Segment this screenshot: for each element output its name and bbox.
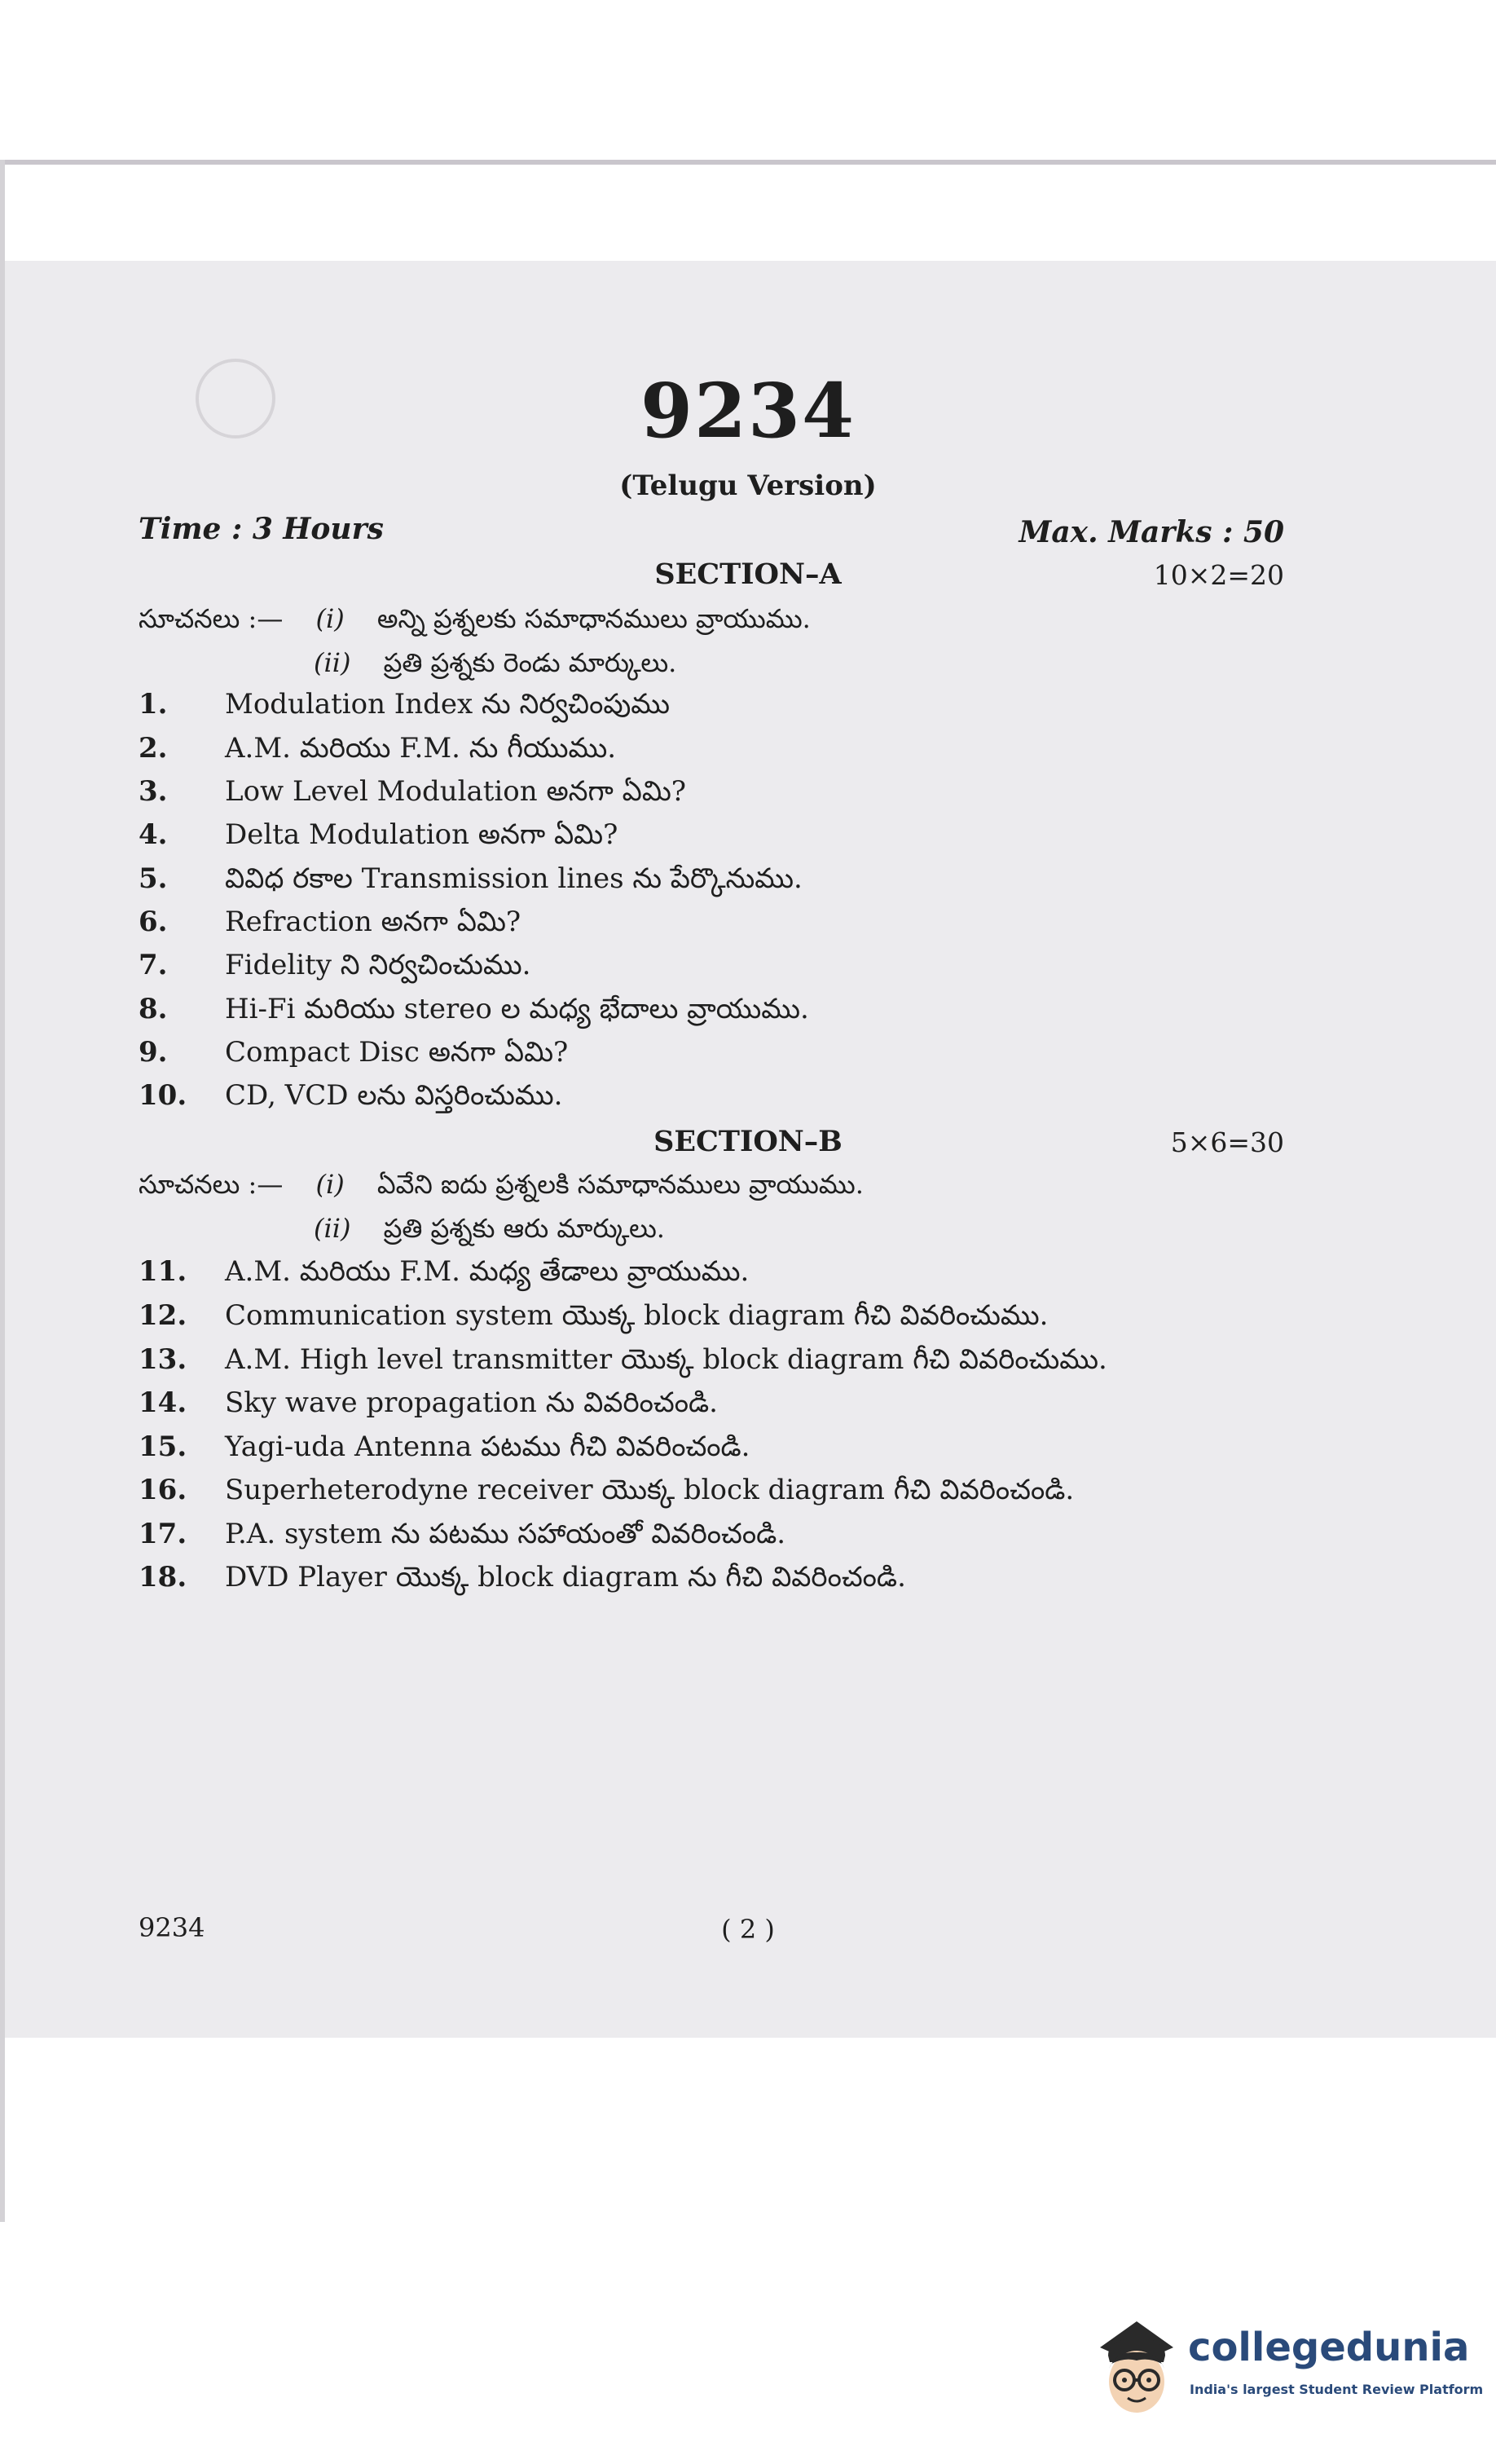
note-label: సూచనలు :— [139, 603, 284, 634]
question-number: 7. [139, 949, 168, 981]
question-number: 15. [139, 1430, 187, 1463]
question-item [139, 1299, 1048, 1338]
question-text: Low Level Modulation అనగా ఏమి? [225, 775, 687, 808]
question-text: Compact Disc అనగా ఏమి? [225, 1036, 569, 1069]
question-item [139, 732, 616, 771]
question-item [139, 949, 530, 988]
question-text: Hi-Fi మరియు stereo ల మధ్య భేదాలు వ్రాయుము. [225, 993, 809, 1025]
note-roman: (ii) [314, 647, 351, 678]
logo-tagline: India's largest Student Review Platform [1190, 2382, 1484, 2397]
question-item [139, 1343, 1107, 1382]
question-item [139, 1474, 1074, 1513]
section-b-marks: 5×6=30 [1170, 1126, 1284, 1158]
question-text: CD, VCD లను విస్తరించుము. [225, 1079, 563, 1112]
question-item [139, 906, 521, 945]
question-number: 6. [139, 906, 168, 938]
footer-paper-code: 9234 [139, 1912, 205, 1943]
question-number: 13. [139, 1343, 187, 1376]
question-text: A.M. High level transmitter యొక్క block diagram గీచి వివరించుము. [225, 1343, 1107, 1376]
question-item [139, 1430, 750, 1470]
question-number: 18. [139, 1561, 187, 1593]
question-number: 16. [139, 1474, 187, 1506]
exam-duration: Time : 3 Hours [139, 512, 384, 546]
note-roman: (i) [315, 603, 345, 634]
question-item [139, 993, 809, 1032]
note-text: ప్రతి ప్రశ్నకు రెండు మార్కులు. [383, 647, 677, 678]
section-b-note-2 [314, 1213, 665, 1250]
question-text: Communication system యొక్క block diagram గీచి వివరించుము. [225, 1299, 1049, 1332]
question-text: Sky wave propagation ను వివరించండి. [225, 1386, 718, 1419]
question-item [139, 1561, 906, 1600]
question-number: 9. [139, 1036, 168, 1069]
max-marks: Max. Marks : 50 [1019, 515, 1284, 549]
question-item [139, 688, 670, 727]
logo-brand-name: collegedunia [1188, 2325, 1470, 2370]
question-text: A.M. మరియు F.M. మధ్య తేడాలు వ్రాయుము. [225, 1255, 750, 1288]
note-roman: (i) [315, 1169, 345, 1200]
question-text: Delta Modulation అనగా ఏమి? [225, 818, 618, 851]
section-b-heading: SECTION–B [653, 1125, 843, 1158]
scan-edge-top [0, 160, 1496, 165]
question-item [139, 818, 618, 857]
note-text: అన్ని ప్రశ్నలకు సమాధానములు వ్రాయుము. [376, 603, 811, 634]
section-a-heading: SECTION–A [654, 558, 842, 591]
paper-version: (Telugu Version) [619, 469, 877, 502]
question-number: 17. [139, 1518, 187, 1550]
question-text: Yagi-uda Antenna పటము గీచి వివరించండి. [225, 1430, 750, 1463]
paper-code-title: 9234 [640, 367, 856, 455]
question-number: 8. [139, 993, 168, 1025]
question-number: 2. [139, 732, 168, 765]
section-a-note-1 [139, 603, 811, 641]
question-item [139, 775, 686, 814]
question-item [139, 1518, 785, 1557]
page-number: ( 2 ) [721, 1914, 775, 1945]
question-text: Refraction అనగా ఏమి? [225, 906, 521, 938]
mascot-face-icon [1092, 2315, 1181, 2421]
question-item [139, 1255, 749, 1294]
section-a-note-2 [314, 647, 676, 685]
question-number: 5. [139, 862, 168, 895]
question-number: 3. [139, 775, 168, 808]
question-item [139, 1036, 568, 1075]
question-number: 12. [139, 1299, 187, 1332]
section-b-note-1 [139, 1169, 864, 1206]
collegedunia-logo [1092, 2307, 1484, 2429]
section-a-marks: 10×2=20 [1153, 559, 1284, 591]
question-item [139, 1386, 718, 1426]
question-item [139, 1079, 562, 1118]
note-label: సూచనలు :— [139, 1169, 284, 1200]
question-number: 14. [139, 1386, 187, 1419]
question-text: DVD Player యొక్క block diagram ను గీచి వివరించండి. [225, 1561, 906, 1593]
note-roman: (ii) [314, 1213, 351, 1244]
note-text: ప్రతి ప్రశ్నకు ఆరు మార్కులు. [383, 1213, 665, 1244]
question-text: Fidelity ని నిర్వచించుము. [225, 949, 531, 981]
question-item [139, 862, 803, 901]
question-text: A.M. మరియు F.M. ను గీయుము. [225, 732, 617, 765]
question-number: 4. [139, 818, 168, 851]
question-number: 11. [139, 1255, 187, 1288]
note-text: ఏవేని ఐదు ప్రశ్నలకి సమాధానములు వ్రాయుము. [376, 1169, 864, 1200]
question-text: Modulation Index ను నిర్వచింపుము [225, 688, 670, 721]
question-text: P.A. system ను పటము సహాయంతో వివరించండి. [225, 1518, 786, 1550]
question-number: 1. [139, 688, 168, 721]
question-number: 10. [139, 1079, 187, 1112]
question-text: Superheterodyne receiver యొక్క block diagram గీచి వివరించండి. [225, 1474, 1075, 1506]
question-text: వివిధ రకాల Transmission lines ను పేర్కొనుము. [225, 862, 803, 895]
